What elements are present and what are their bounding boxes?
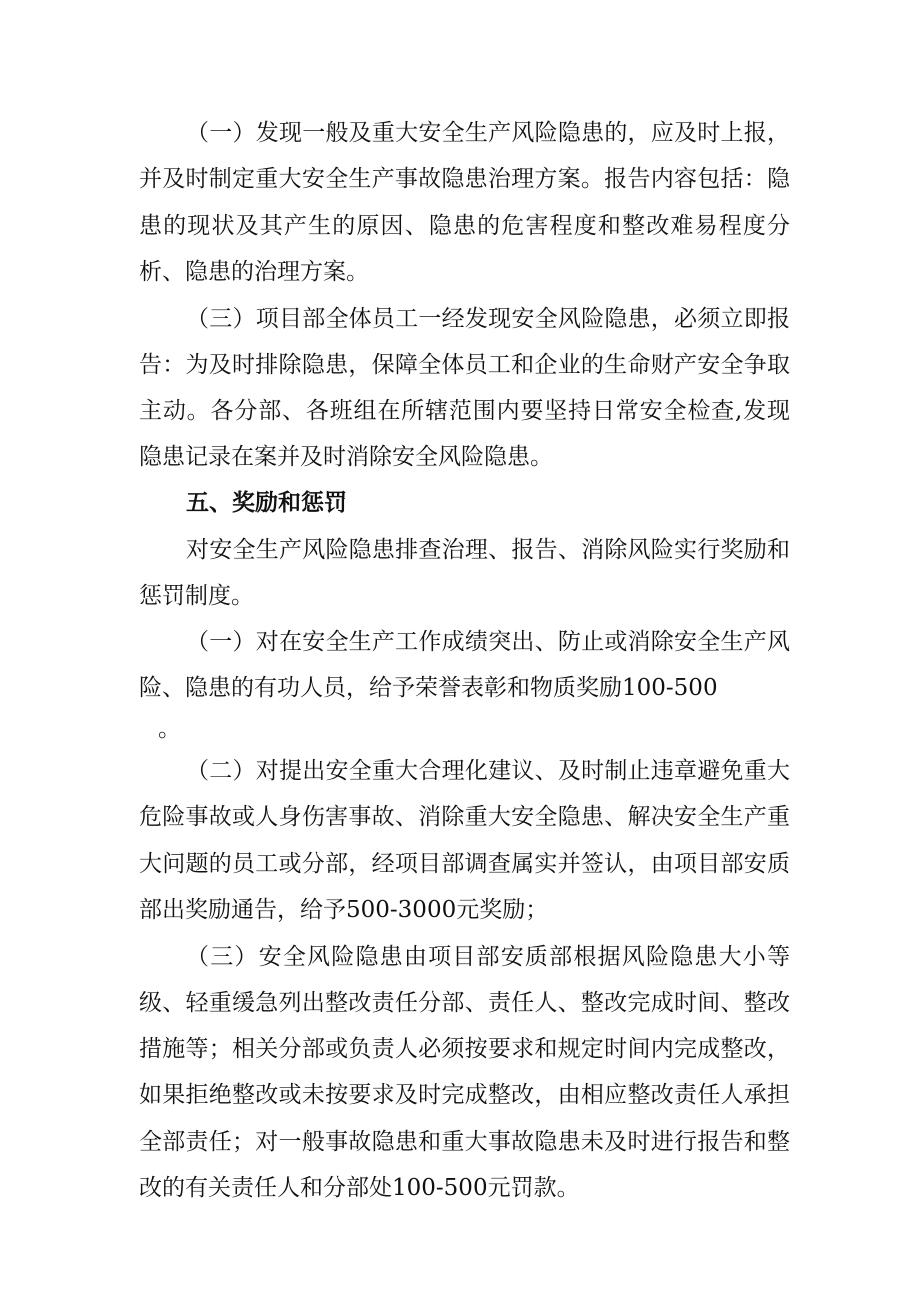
paragraph-3-line-2: 惩罚制度。 <box>139 583 254 609</box>
paragraph-5-line-2: 危险事故或人身伤害事故、消除重大安全隐患、解决安全生产重 <box>139 804 790 830</box>
paragraph-4-line-1: （一）对在安全生产工作成绩突出、防止或消除安全生产风 <box>186 629 790 655</box>
paragraph-6-line-6: 改的有关责任人和分部处100-500元罚款。 <box>139 1175 580 1201</box>
paragraph-6-line-2: 级、轻重缓急列出整改责任分部、责任人、整改完成时间、整改 <box>139 990 790 1016</box>
paragraph-2-line-4: 隐患记录在案并及时消除安全风险隐患。 <box>139 444 553 470</box>
paragraph-4-line-2: 险、隐患的有功人员，给予荣誉表彰和物质奖励100-500 <box>139 675 718 701</box>
paragraph-1-line-2: 并及时制定重大安全生产事故隐患治理方案。报告内容包括：隐 <box>139 166 790 192</box>
paragraph-1-line-3: 患的现状及其产生的原因、隐患的危害程度和整改难易程度分 <box>139 213 790 239</box>
paragraph-5-line-4: 部出奖励通告，给予500-3000元奖励； <box>139 897 549 923</box>
paragraph-2-line-1: （三）项目部全体员工一经发现安全风险隐患，必须立即报 <box>186 306 790 332</box>
paragraph-6-line-1: （三）安全风险隐患由项目部安质部根据风险隐患大小等 <box>186 944 790 970</box>
section-heading: 五、奖励和惩罚 <box>186 490 347 516</box>
paragraph-6-line-3: 措施等；相关分部或负责人必须按要求和规定时间内完成整改， <box>139 1036 790 1062</box>
paragraph-5-line-3: 大问题的员工或分部，经项目部调查属实并签认，由项目部安质 <box>139 851 790 877</box>
paragraph-6-line-5: 全部责任；对一般事故隐患和重大事故隐患未及时进行报告和整 <box>139 1129 790 1155</box>
paragraph-3-line-1: 对安全生产风险隐患排查治理、报告、消除风险实行奖励和 <box>186 537 790 563</box>
paragraph-1-line-4: 析、隐患的治理方案。 <box>139 259 369 285</box>
paragraph-2-line-3: 主动。各分部、各班组在所辖范围内要坚持日常安全检查,发现 <box>139 398 790 424</box>
paragraph-5-line-1: （二）对提出安全重大合理化建议、及时制止违章避免重大 <box>186 758 790 784</box>
paragraph-4-line-3: 。 <box>158 716 181 742</box>
paragraph-1-line-1: （一）发现一般及重大安全生产风险隐患的，应及时上报， <box>186 120 790 146</box>
paragraph-2-line-2: 告：为及时排除隐患，保障全体员工和企业的生命财产安全争取 <box>139 352 790 378</box>
paragraph-6-line-4: 如果拒绝整改或未按要求及时完成整改，由相应整改责任人承担 <box>139 1082 790 1108</box>
